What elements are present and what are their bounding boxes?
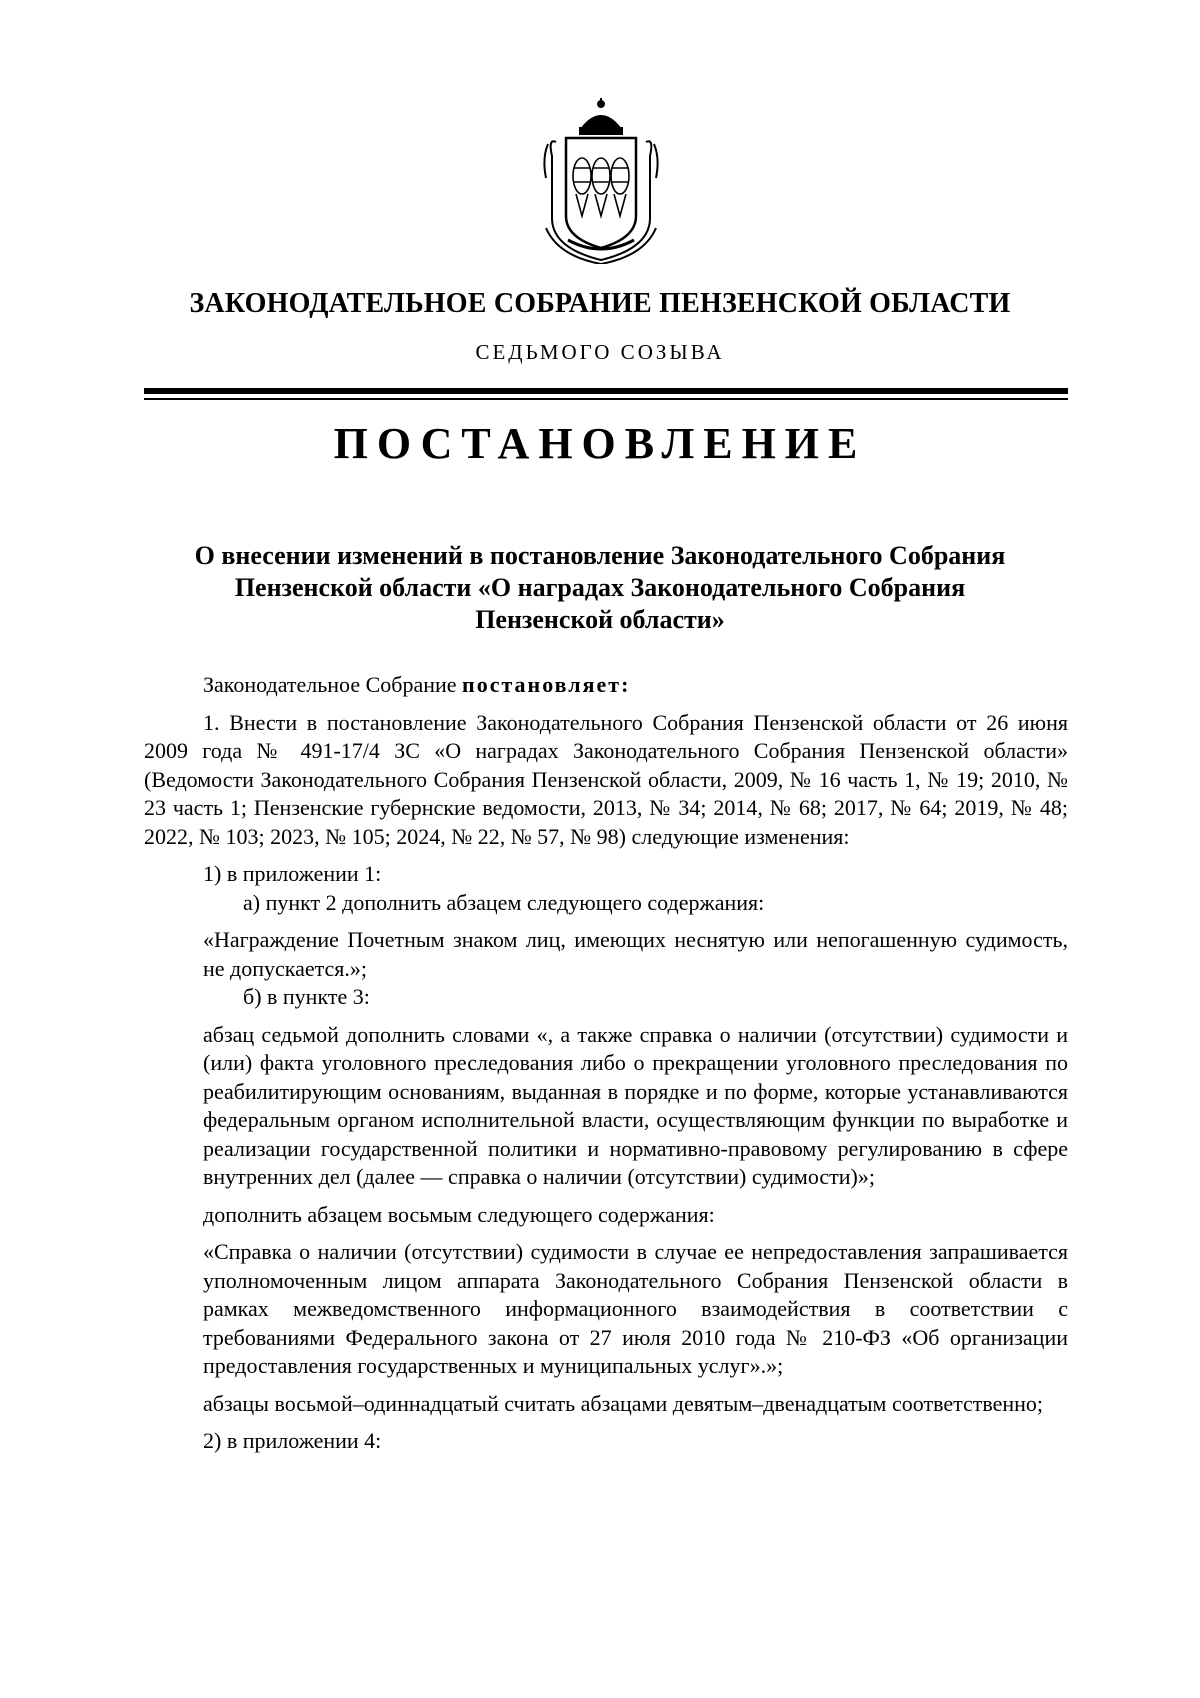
resolution-intro (144, 671, 1068, 700)
intro-prefix: Законодательное Собрание (203, 672, 463, 697)
paragraph-b3: абзацы восьмой–одиннадцатый считать абзацами девятым–двенадцатым соответственно; (203, 1390, 1044, 1416)
document-type-heading: ПОСТАНОВЛЕНИЕ (333, 419, 867, 468)
subitem-1: 1) в приложении 1: (203, 861, 382, 886)
document-title (150, 540, 1050, 636)
quote-2: «Справка о наличии (отсутствии) судимости в случае ее непредоставления запрашивается уполномоченным лицом аппарата Законодательного Собрания Пензенской области в рамках межведомственного информационного взаимодействия в соответствии с требованиями Федерального закона от 27 июля 2010 года № 210-ФЗ «Об организации предоставления государственных и муниципальных услуг».»; (203, 1239, 1068, 1378)
coat-of-arms-emblem (538, 98, 664, 264)
intro-keyword: постановляет: (462, 672, 631, 697)
convocation-label: СЕДЬМОГО СОЗЫВА (475, 340, 725, 364)
paragraph-b1: абзац седьмой дополнить словами «, а также справка о наличии (отсутствии) судимости и (или) факта уголовного преследования либо о прекращении уголовного преследования по реабилитирующим основаниям, выданная в порядке и по форме, которые устанавливаются федеральным органом исполнительной власти, осуществляющим функции по выработке и реализации государственной политики и нормативно-правовому регулированию в сфере внутренних дел (далее — справка о наличии (отсутствии) судимости)»; (203, 1021, 1068, 1189)
header-rule-thin (144, 398, 1068, 400)
document-body (144, 671, 1068, 1456)
item-1: 1. Внести в постановление Законодательного Собрания Пензенской области от 26 июня 2009 года № 491-17/4 ЗС «О наградах Законодательного Собрания Пензенской области» (Ведомости Законодательного Собрания Пензенской области, 2009, № 16 часть 1, № 19; 2010, № 23 часть 1; Пензенские губернские ведомости, 2013, № 34; 2014, № 68; 2017, № 64; 2019, № 48; 2022, № 103; 2023, № 105; 2024, № 22, № 57, № 98) следующие изменения: (144, 709, 1068, 849)
subitem-1a: а) пункт 2 дополнить абзацем следующего содержания: (243, 889, 765, 915)
header-rule-thick (144, 388, 1068, 394)
quote-1: «Награждение Почетным знаком лиц, имеющих неснятую или непогашенную судимость, не допускается.»; (203, 927, 1068, 981)
paragraph-b2: дополнить абзацем восьмым следующего содержания: (203, 1201, 715, 1227)
document-title-line-2: Пензенской области «О наградах Законодательного Собрания (234, 573, 966, 602)
organization-name: ЗАКОНОДАТЕЛЬНОЕ СОБРАНИЕ ПЕНЗЕНСКОЙ ОБЛАСТИ (189, 288, 1011, 319)
document-title-line-1: О внесении изменений в постановление Законодательного Собрания (194, 541, 1006, 570)
subitem-1b: б) в пункте 3: (243, 984, 370, 1009)
document-title-line-3: Пензенской области» (475, 605, 725, 634)
subitem-2: 2) в приложении 4: (203, 1428, 382, 1453)
